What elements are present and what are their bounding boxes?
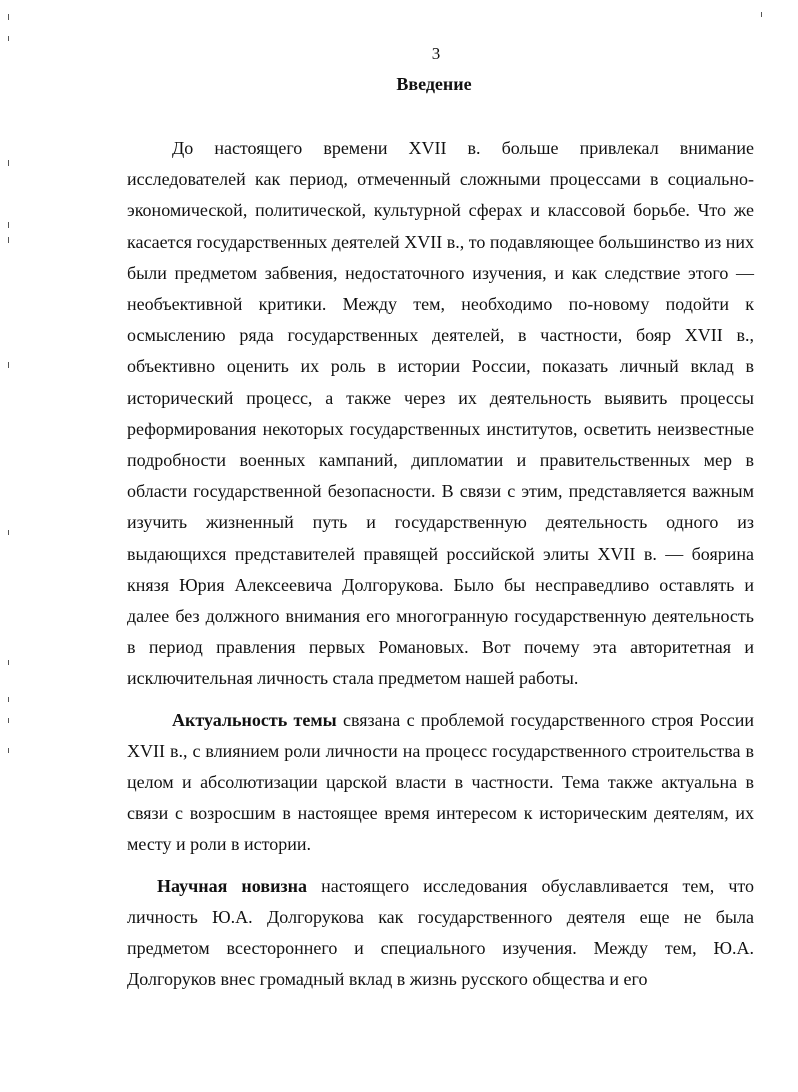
document-body bbox=[127, 133, 754, 995]
novelty-heading: Научная новизна bbox=[157, 875, 308, 896]
relevance-heading: Актуальность темы bbox=[172, 709, 337, 730]
paragraph-intro-text: До настоящего времени XVII в. больше привлекал внимание исследователей как период, отмеченный сложными процессами в социально-экономической, политической, культурной сферах и классовой борьбе. Что же касается государственных деятелей XVII в., то подавляющее большинство из них были предметом забвения, недостаточного изучения, и как следствие этого — необъективной критики. Между тем, необходимо по-новому подойти к осмыслению ряда государственных деятелей, в частности, бояр XVII в., объективно оценить их роль в истории России, показать личный вклад в исторический процесс, а также через их деятельность выявить процессы реформирования некоторых государственных институтов, осветить неизвестные подробности военных кампаний, дипломатии и правительственных мер в области государственной безопасности. В связи с этим, представляется важным изучить жизненный путь и государственную деятельность одного из выдающихся представителей правящей российской элиты XVII в. — боярина князя Юрия Алексеевича Долгорукова. Было бы несправедливо оставлять и далее без должного внимания его многогранную государственную деятельность в период правления первых Романовых. Вот почему эта авторитетная и исключительная личность стала предметом нашей работы. bbox=[127, 138, 754, 689]
page-number: 3 bbox=[431, 44, 441, 63]
page-title: Введение bbox=[396, 74, 472, 94]
relevance-text: связана с проблемой государственного строя России XVII в., с влиянием роли личности на процесс государственного строительства в целом и абсолютизации царской власти в частности. Тема также актуальна в связи с возросшим в настоящее время интересом к историческим деятелям, их месту и роли в истории. bbox=[127, 709, 754, 855]
paragraph-relevance bbox=[127, 705, 754, 861]
novelty-text: настоящего исследования обуславливается тем, что личность Ю.А. Долгорукова как государственного деятеля еще не была предметом всестороннего и специального изучения. Между тем, Ю.А. Долгоруков внес громадный вклад в жизнь русского общества и его bbox=[127, 875, 755, 990]
paragraph-novelty bbox=[127, 871, 754, 996]
paragraph-intro bbox=[127, 133, 754, 695]
